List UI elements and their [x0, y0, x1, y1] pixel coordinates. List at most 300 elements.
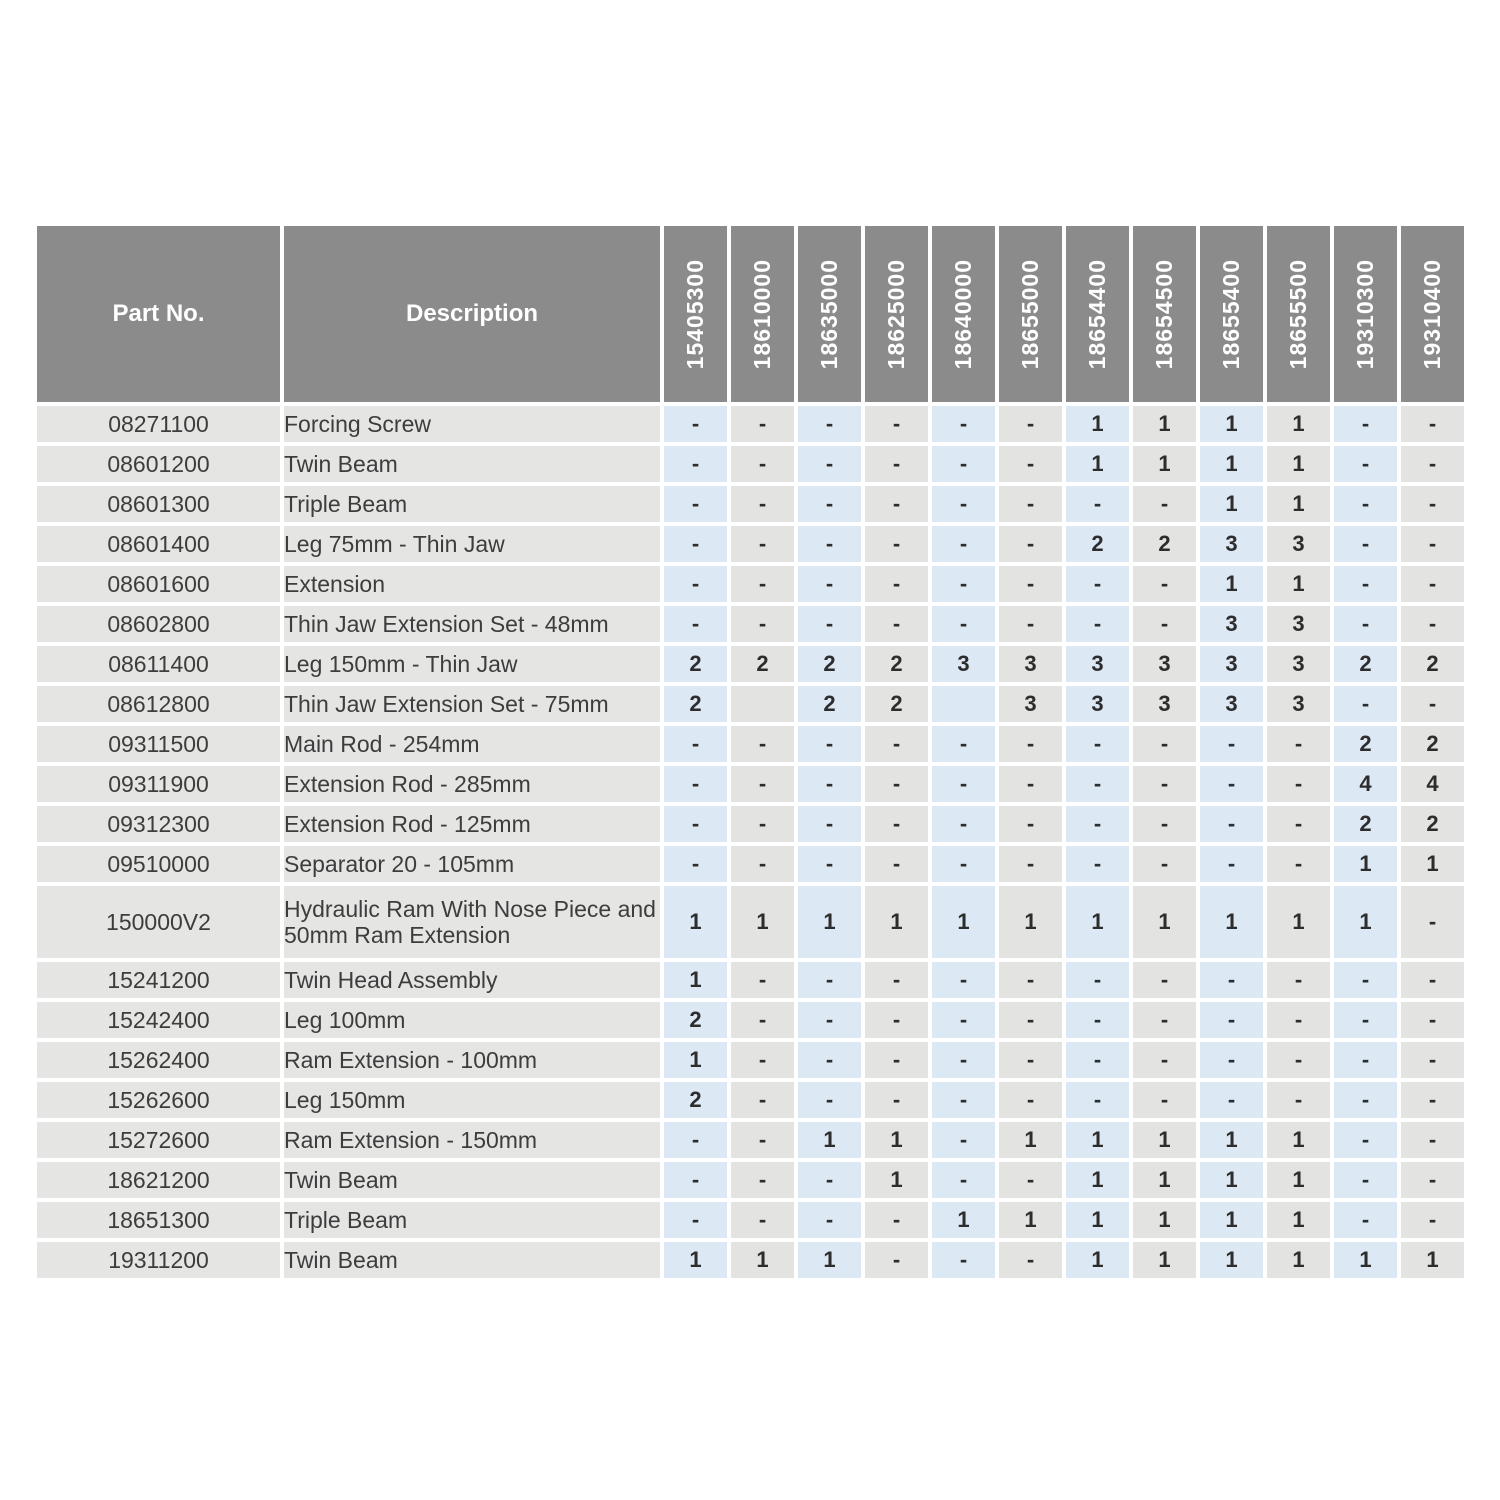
quantity-cell: 2 — [798, 686, 861, 722]
quantity-cell: 1 — [1267, 1242, 1330, 1278]
quantity-cell: - — [1133, 766, 1196, 802]
quantity-cell: 1 — [999, 886, 1062, 958]
part-no-cell: 15242400 — [37, 1002, 280, 1038]
quantity-cell: - — [1334, 1202, 1397, 1238]
part-no-cell: 15262400 — [37, 1042, 280, 1078]
quantity-cell: - — [999, 526, 1062, 562]
quantity-cell: 1 — [999, 1122, 1062, 1158]
quantity-cell: 1 — [1200, 486, 1263, 522]
quantity-cell: - — [1267, 846, 1330, 882]
quantity-cell: 3 — [1200, 686, 1263, 722]
quantity-cell: 1 — [664, 962, 727, 998]
product-column-header — [1334, 226, 1397, 402]
part-no-cell: 08601400 — [37, 526, 280, 562]
product-column-label: 18635000 — [816, 258, 842, 370]
quantity-cell: - — [999, 1042, 1062, 1078]
quantity-cell: - — [1200, 1042, 1263, 1078]
part-no-cell: 08611400 — [37, 646, 280, 682]
quantity-cell: 2 — [1334, 726, 1397, 762]
description-cell: Extension — [284, 566, 660, 602]
quantity-cell: - — [1066, 766, 1129, 802]
quantity-cell: - — [1334, 486, 1397, 522]
quantity-cell: - — [932, 1002, 995, 1038]
quantity-cell: - — [932, 1082, 995, 1118]
quantity-cell: 1 — [1066, 446, 1129, 482]
table-row — [37, 1082, 1464, 1118]
quantity-cell: - — [1401, 1162, 1464, 1198]
product-column-label: 18654500 — [1151, 258, 1177, 370]
quantity-cell: - — [865, 446, 928, 482]
quantity-cell: 2 — [1334, 806, 1397, 842]
quantity-cell: 2 — [664, 1082, 727, 1118]
quantity-cell: - — [1334, 1002, 1397, 1038]
table-row — [37, 766, 1464, 802]
quantity-cell: - — [999, 726, 1062, 762]
quantity-cell: 4 — [1401, 766, 1464, 802]
quantity-cell: 1 — [1066, 1122, 1129, 1158]
product-column-label: 18610000 — [749, 258, 775, 370]
part-no-column-header: Part No. — [37, 226, 280, 402]
product-column-header — [798, 226, 861, 402]
quantity-cell: - — [1401, 686, 1464, 722]
quantity-cell: 1 — [1066, 1202, 1129, 1238]
quantity-cell: - — [1401, 526, 1464, 562]
table-row — [37, 846, 1464, 882]
quantity-cell: - — [932, 566, 995, 602]
quantity-cell: 1 — [664, 886, 727, 958]
quantity-cell: - — [1066, 806, 1129, 842]
quantity-cell: - — [1334, 1162, 1397, 1198]
product-column-header — [1200, 226, 1263, 402]
quantity-cell: 1 — [932, 1202, 995, 1238]
description-cell: Twin Beam — [284, 1242, 660, 1278]
quantity-cell: - — [932, 806, 995, 842]
quantity-cell: 3 — [999, 686, 1062, 722]
quantity-cell: 2 — [664, 646, 727, 682]
quantity-cell: - — [1401, 1042, 1464, 1078]
quantity-cell: - — [1133, 846, 1196, 882]
table-row — [37, 606, 1464, 642]
quantity-cell: - — [932, 726, 995, 762]
quantity-cell — [932, 686, 995, 722]
quantity-cell: - — [1066, 486, 1129, 522]
quantity-cell: - — [731, 1082, 794, 1118]
quantity-cell: - — [1334, 526, 1397, 562]
product-column-label: 19310300 — [1352, 258, 1378, 370]
quantity-cell: - — [1401, 406, 1464, 442]
quantity-cell: - — [1133, 1042, 1196, 1078]
quantity-cell: - — [999, 606, 1062, 642]
quantity-cell: 3 — [999, 646, 1062, 682]
quantity-cell: - — [1267, 1082, 1330, 1118]
description-cell: Leg 75mm - Thin Jaw — [284, 526, 660, 562]
quantity-cell: - — [731, 766, 794, 802]
quantity-cell: - — [999, 962, 1062, 998]
quantity-cell: - — [1133, 566, 1196, 602]
quantity-cell: - — [865, 962, 928, 998]
quantity-cell: 1 — [1267, 446, 1330, 482]
quantity-cell: - — [1200, 766, 1263, 802]
product-column-label: 18640000 — [950, 258, 976, 370]
quantity-cell: - — [932, 606, 995, 642]
quantity-cell: 1 — [1267, 1162, 1330, 1198]
table-row — [37, 726, 1464, 762]
quantity-cell: 1 — [1267, 486, 1330, 522]
quantity-cell: - — [1401, 1202, 1464, 1238]
quantity-cell: - — [1401, 566, 1464, 602]
quantity-cell: - — [798, 726, 861, 762]
quantity-cell: - — [865, 526, 928, 562]
product-column-header — [1133, 226, 1196, 402]
quantity-cell: 1 — [1066, 406, 1129, 442]
quantity-cell: 1 — [1200, 1242, 1263, 1278]
quantity-cell: - — [1334, 406, 1397, 442]
quantity-cell: - — [865, 406, 928, 442]
quantity-cell: - — [798, 806, 861, 842]
quantity-cell: - — [1334, 1042, 1397, 1078]
quantity-cell: 1 — [664, 1242, 727, 1278]
part-no-cell: 08601600 — [37, 566, 280, 602]
quantity-cell: - — [1401, 1082, 1464, 1118]
quantity-cell: - — [865, 1042, 928, 1078]
quantity-cell: - — [1334, 446, 1397, 482]
description-cell: Thin Jaw Extension Set - 75mm — [284, 686, 660, 722]
quantity-cell: - — [664, 1202, 727, 1238]
quantity-cell: 3 — [1200, 526, 1263, 562]
quantity-cell: 1 — [1267, 886, 1330, 958]
part-no-cell: 09312300 — [37, 806, 280, 842]
product-column-label: 19310400 — [1419, 258, 1445, 370]
quantity-cell: - — [999, 846, 1062, 882]
quantity-cell: - — [731, 1202, 794, 1238]
quantity-cell: 1 — [1334, 846, 1397, 882]
quantity-cell: - — [932, 1242, 995, 1278]
description-cell: Main Rod - 254mm — [284, 726, 660, 762]
product-column-header — [664, 226, 727, 402]
quantity-cell: - — [1133, 486, 1196, 522]
quantity-cell: - — [1066, 846, 1129, 882]
quantity-cell: 2 — [865, 686, 928, 722]
part-no-cell: 08271100 — [37, 406, 280, 442]
table-row — [37, 1242, 1464, 1278]
quantity-cell: 1 — [1133, 406, 1196, 442]
quantity-cell: - — [1334, 606, 1397, 642]
quantity-cell: - — [865, 606, 928, 642]
quantity-cell: - — [932, 1122, 995, 1158]
quantity-cell: 1 — [798, 1242, 861, 1278]
quantity-cell: 3 — [932, 646, 995, 682]
quantity-cell: - — [664, 1162, 727, 1198]
description-cell: Leg 150mm - Thin Jaw — [284, 646, 660, 682]
quantity-cell: - — [664, 566, 727, 602]
quantity-cell: 2 — [1133, 526, 1196, 562]
quantity-cell: 1 — [1200, 406, 1263, 442]
quantity-cell: - — [865, 1202, 928, 1238]
part-no-cell: 09510000 — [37, 846, 280, 882]
quantity-cell: - — [999, 1082, 1062, 1118]
quantity-cell: 1 — [1133, 1122, 1196, 1158]
quantity-cell: - — [664, 406, 727, 442]
part-no-cell: 09311900 — [37, 766, 280, 802]
quantity-cell: - — [1401, 1122, 1464, 1158]
quantity-cell: - — [1200, 962, 1263, 998]
quantity-cell: 1 — [1267, 1202, 1330, 1238]
quantity-cell: 2 — [1401, 726, 1464, 762]
quantity-cell: - — [932, 1042, 995, 1078]
quantity-cell: 1 — [1334, 1242, 1397, 1278]
quantity-cell: 3 — [1267, 646, 1330, 682]
table-row — [37, 886, 1464, 958]
table-row — [37, 1122, 1464, 1158]
table-row — [37, 686, 1464, 722]
quantity-cell: 1 — [731, 1242, 794, 1278]
quantity-cell — [731, 686, 794, 722]
quantity-cell: - — [1133, 962, 1196, 998]
quantity-cell: - — [999, 806, 1062, 842]
quantity-cell: - — [1334, 1122, 1397, 1158]
quantity-cell: - — [731, 1122, 794, 1158]
table-row — [37, 446, 1464, 482]
quantity-cell: - — [798, 526, 861, 562]
quantity-cell: - — [731, 566, 794, 602]
product-column-label: 18655500 — [1285, 258, 1311, 370]
quantity-cell: - — [865, 486, 928, 522]
part-no-cell: 09311500 — [37, 726, 280, 762]
table-row — [37, 646, 1464, 682]
product-column-header — [865, 226, 928, 402]
quantity-cell: 1 — [1267, 566, 1330, 602]
quantity-cell: 3 — [1066, 646, 1129, 682]
quantity-cell: 2 — [1401, 646, 1464, 682]
quantity-cell: 1 — [1133, 1202, 1196, 1238]
table-row — [37, 1162, 1464, 1198]
quantity-cell: - — [1401, 1002, 1464, 1038]
quantity-cell: - — [731, 1002, 794, 1038]
quantity-cell: 3 — [1200, 606, 1263, 642]
product-column-label: 18654400 — [1084, 258, 1110, 370]
part-no-cell: 08612800 — [37, 686, 280, 722]
quantity-cell: - — [865, 846, 928, 882]
quantity-cell: - — [798, 606, 861, 642]
quantity-cell: - — [999, 766, 1062, 802]
quantity-cell: 2 — [664, 686, 727, 722]
quantity-cell: - — [798, 486, 861, 522]
quantity-cell: - — [798, 1002, 861, 1038]
quantity-cell: 1 — [1200, 1202, 1263, 1238]
quantity-cell: 3 — [1267, 686, 1330, 722]
part-no-cell: 15241200 — [37, 962, 280, 998]
quantity-cell: - — [999, 1162, 1062, 1198]
quantity-cell: - — [1200, 846, 1263, 882]
quantity-cell: - — [1066, 606, 1129, 642]
quantity-cell: - — [932, 486, 995, 522]
part-no-cell: 18621200 — [37, 1162, 280, 1198]
quantity-cell: - — [798, 1082, 861, 1118]
parts-compatibility-table — [33, 222, 1468, 1282]
quantity-cell: - — [1267, 766, 1330, 802]
quantity-cell: - — [1267, 1002, 1330, 1038]
quantity-cell: 1 — [1066, 1242, 1129, 1278]
quantity-cell: - — [865, 1242, 928, 1278]
product-column-label: 15405300 — [682, 258, 708, 370]
description-cell: Ram Extension - 100mm — [284, 1042, 660, 1078]
quantity-cell: - — [1401, 886, 1464, 958]
quantity-cell: - — [1200, 806, 1263, 842]
product-column-header — [1267, 226, 1330, 402]
quantity-cell: - — [731, 726, 794, 762]
quantity-cell: 1 — [731, 886, 794, 958]
quantity-cell: 2 — [1401, 806, 1464, 842]
quantity-cell: 1 — [1200, 1162, 1263, 1198]
part-no-cell: 15272600 — [37, 1122, 280, 1158]
quantity-cell: 1 — [798, 1122, 861, 1158]
part-no-cell: 150000V2 — [37, 886, 280, 958]
quantity-cell: - — [932, 526, 995, 562]
quantity-cell: - — [865, 1082, 928, 1118]
quantity-cell: - — [999, 1002, 1062, 1038]
part-no-cell: 08602800 — [37, 606, 280, 642]
description-cell: Twin Head Assembly — [284, 962, 660, 998]
quantity-cell: - — [1066, 726, 1129, 762]
description-cell: Separator 20 - 105mm — [284, 846, 660, 882]
header-row — [37, 226, 1464, 402]
quantity-cell: - — [798, 962, 861, 998]
quantity-cell: - — [1401, 446, 1464, 482]
table-row — [37, 962, 1464, 998]
quantity-cell: - — [731, 846, 794, 882]
quantity-cell: - — [932, 846, 995, 882]
quantity-cell: - — [865, 766, 928, 802]
description-cell: Extension Rod - 285mm — [284, 766, 660, 802]
quantity-cell: - — [798, 566, 861, 602]
quantity-cell: 1 — [1334, 886, 1397, 958]
quantity-cell: - — [731, 1162, 794, 1198]
quantity-cell: - — [798, 846, 861, 882]
quantity-cell: - — [1401, 962, 1464, 998]
quantity-cell: 1 — [1401, 1242, 1464, 1278]
quantity-cell: - — [798, 1202, 861, 1238]
quantity-cell: - — [731, 406, 794, 442]
quantity-cell: 2 — [1334, 646, 1397, 682]
quantity-cell: 1 — [1267, 1122, 1330, 1158]
quantity-cell: 1 — [1200, 1122, 1263, 1158]
quantity-cell: 1 — [1133, 1162, 1196, 1198]
description-cell: Forcing Screw — [284, 406, 660, 442]
quantity-cell: 1 — [1066, 886, 1129, 958]
quantity-cell: - — [1066, 566, 1129, 602]
quantity-cell: - — [932, 962, 995, 998]
quantity-cell: 3 — [1133, 686, 1196, 722]
quantity-cell: - — [1401, 486, 1464, 522]
quantity-cell: - — [798, 406, 861, 442]
table-row — [37, 406, 1464, 442]
quantity-cell: 1 — [1066, 1162, 1129, 1198]
quantity-cell: - — [664, 1122, 727, 1158]
description-cell: Twin Beam — [284, 446, 660, 482]
quantity-cell: 1 — [1133, 886, 1196, 958]
quantity-cell: - — [1133, 1002, 1196, 1038]
quantity-cell: - — [932, 406, 995, 442]
quantity-cell: 1 — [1267, 406, 1330, 442]
part-no-cell: 19311200 — [37, 1242, 280, 1278]
quantity-cell: - — [1267, 726, 1330, 762]
quantity-cell: - — [731, 1042, 794, 1078]
quantity-cell: - — [932, 446, 995, 482]
description-cell: Ram Extension - 150mm — [284, 1122, 660, 1158]
quantity-cell: 1 — [798, 886, 861, 958]
quantity-cell: 2 — [1066, 526, 1129, 562]
quantity-cell: 2 — [798, 646, 861, 682]
quantity-cell: - — [798, 1162, 861, 1198]
quantity-cell: 2 — [731, 646, 794, 682]
quantity-cell: 3 — [1267, 526, 1330, 562]
table-row — [37, 486, 1464, 522]
quantity-cell: - — [865, 566, 928, 602]
description-column-header: Description — [284, 226, 660, 402]
quantity-cell: 4 — [1334, 766, 1397, 802]
quantity-cell: - — [932, 1162, 995, 1198]
quantity-cell: 1 — [1200, 566, 1263, 602]
quantity-cell: 3 — [1066, 686, 1129, 722]
quantity-cell: - — [999, 1242, 1062, 1278]
product-column-label: 18625000 — [883, 258, 909, 370]
table-row — [37, 526, 1464, 562]
quantity-cell: 1 — [1133, 1242, 1196, 1278]
quantity-cell: - — [999, 406, 1062, 442]
quantity-cell: - — [999, 566, 1062, 602]
quantity-cell: - — [1066, 962, 1129, 998]
description-cell: Leg 100mm — [284, 1002, 660, 1038]
quantity-cell: - — [664, 806, 727, 842]
quantity-cell: - — [1267, 806, 1330, 842]
table-body — [37, 406, 1464, 1278]
quantity-cell: 3 — [1133, 646, 1196, 682]
quantity-cell: 1 — [664, 1042, 727, 1078]
description-cell: Thin Jaw Extension Set - 48mm — [284, 606, 660, 642]
quantity-cell: - — [1066, 1082, 1129, 1118]
quantity-cell: - — [664, 766, 727, 802]
product-column-header — [731, 226, 794, 402]
quantity-cell: - — [1200, 1082, 1263, 1118]
quantity-cell: - — [1066, 1042, 1129, 1078]
description-cell: Extension Rod - 125mm — [284, 806, 660, 842]
quantity-cell: 1 — [1401, 846, 1464, 882]
quantity-cell: - — [1334, 962, 1397, 998]
quantity-cell: - — [865, 806, 928, 842]
quantity-cell: - — [1267, 962, 1330, 998]
product-column-header — [1401, 226, 1464, 402]
quantity-cell: 1 — [999, 1202, 1062, 1238]
part-no-cell: 08601200 — [37, 446, 280, 482]
quantity-cell: - — [731, 606, 794, 642]
quantity-cell: - — [664, 726, 727, 762]
quantity-cell: 1 — [932, 886, 995, 958]
description-cell: Leg 150mm — [284, 1082, 660, 1118]
quantity-cell: 2 — [865, 646, 928, 682]
quantity-cell: - — [1066, 1002, 1129, 1038]
quantity-cell: - — [664, 606, 727, 642]
quantity-cell: - — [1334, 1082, 1397, 1118]
quantity-cell: - — [1401, 606, 1464, 642]
quantity-cell: 1 — [865, 886, 928, 958]
quantity-cell: - — [798, 1042, 861, 1078]
part-no-cell: 08601300 — [37, 486, 280, 522]
quantity-cell: - — [731, 962, 794, 998]
table-row — [37, 806, 1464, 842]
quantity-cell: - — [999, 446, 1062, 482]
quantity-cell: - — [1334, 566, 1397, 602]
description-cell: Hydraulic Ram With Nose Piece and 50mm Ram Extension — [284, 886, 660, 958]
